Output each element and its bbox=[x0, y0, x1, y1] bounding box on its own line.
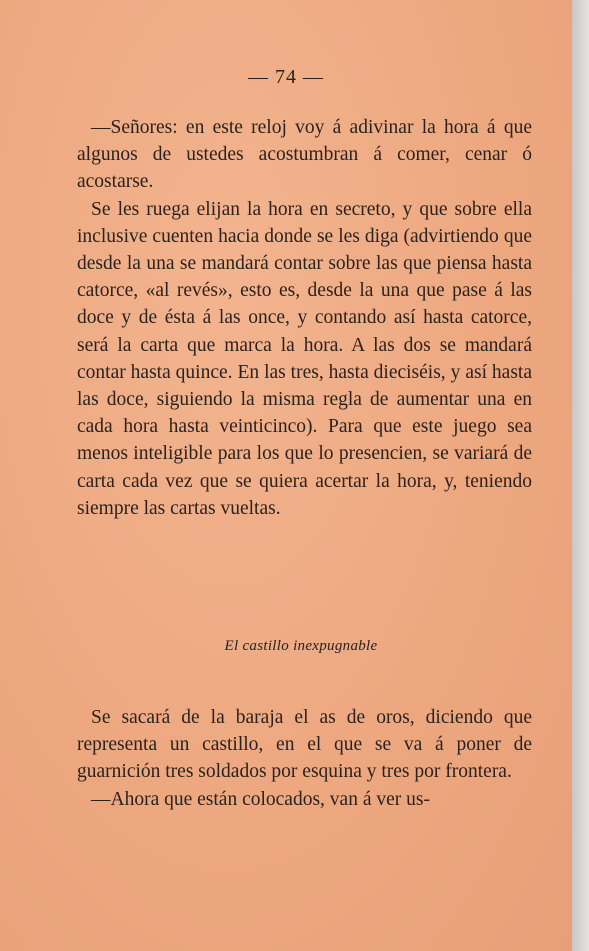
paragraph: Se sacará de la baraja el as de oros, diciendo que representa un castillo, en el que se va á poner de guarnición tres soldados por esquina y tres por frontera. bbox=[77, 707, 532, 783]
paragraph: —Ahora que están colocados, van á ver us- bbox=[91, 788, 430, 810]
section-title: El castillo inexpugnable bbox=[224, 638, 378, 654]
text-block-clock-trick bbox=[77, 114, 532, 522]
scan-background-edge bbox=[572, 0, 589, 951]
paragraph: —Señores: en este reloj voy á adivinar la hora á que algunos de ustedes acostumbran á comer, cenar ó acostarse. bbox=[77, 117, 532, 193]
text-block-castle bbox=[77, 704, 532, 813]
page-number: — 74 — bbox=[248, 66, 324, 88]
paragraph: Se les ruega elijan la hora en secreto, y que sobre ella inclusive cuenten hacia donde se les diga (advirtiendo que desde la una se mandará contar sobre las que piensa hasta catorce, «al revés», esto es, desde la una que pase á las doce y de ésta á las once, y contando así hasta catorce, será la carta que marca la hora. A las dos se mandará contar hasta quince. En las tres, hasta dieciséis, y así hasta las doce, siguiendo la misma regla de aumentar una en cada hora hasta veinticinco). Para que este juego sea menos inteligible para los que lo presencien, se variará de carta cada vez que se quiera acertar la hora, y, teniendo siempre las cartas vueltas. bbox=[77, 198, 532, 519]
